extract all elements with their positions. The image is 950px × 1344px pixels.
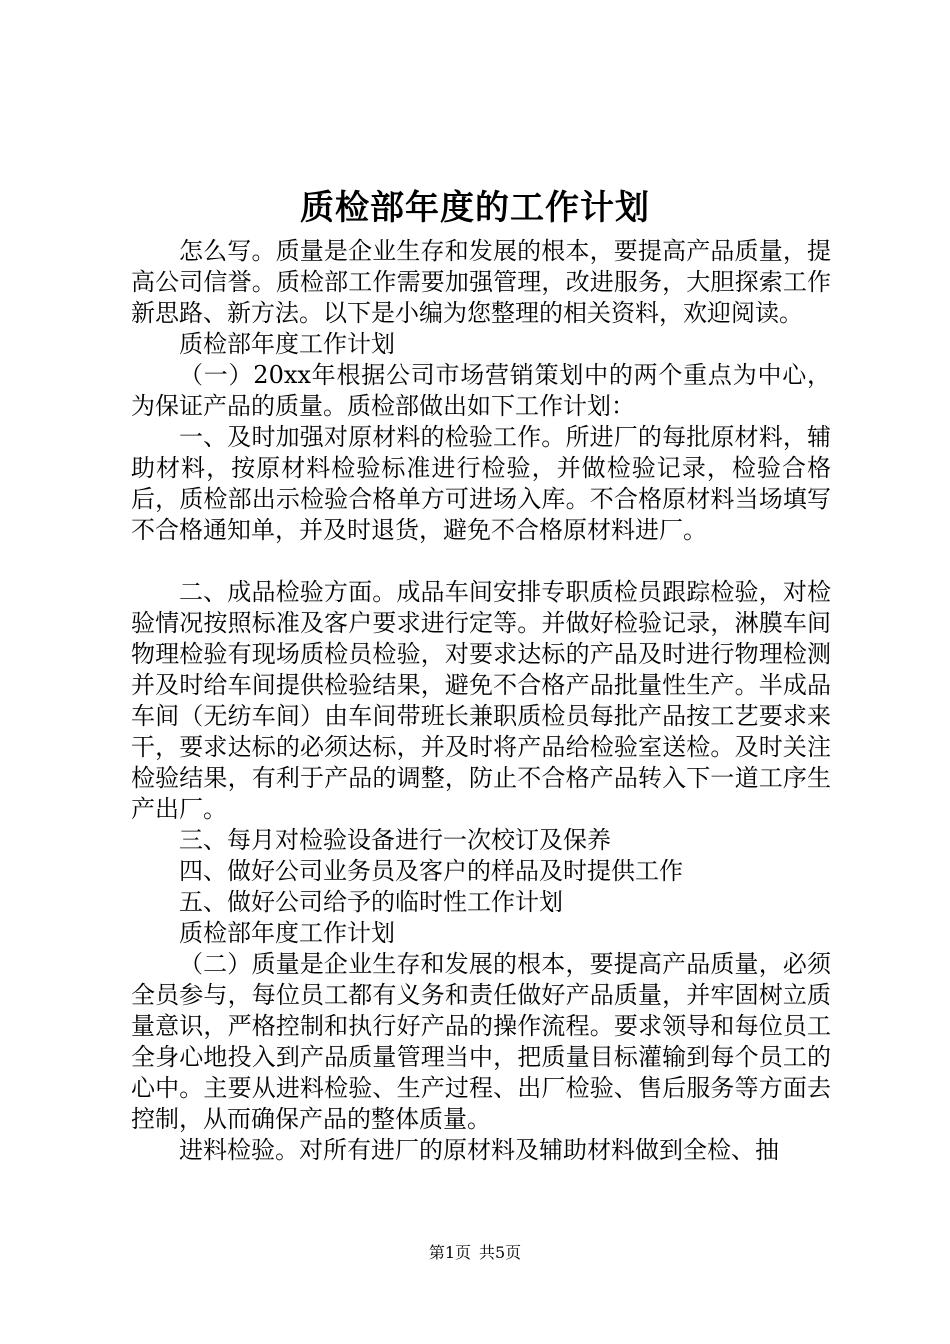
finished-product-paragraph: 二、成品检验方面。成品车间安排专职质检员跟踪检验，对检验情况按照标准及客户要求进行定等。并做好检验记录，淋膜车间物理检验有现场质检员检验，对要求达标的产品及时进行物理检测并及时给车间提供检验结果，避免不合格产品批量性生产。半成品车间（无纺车间）由车间带班长兼职质检员每批产品按工艺要求来干，要求达标的必须达标，并及时将产品给检验室送检。及时关注检验结果，有利于产品的调整，防止不合格产品转入下一道工序生产出厂。 [131,578,831,823]
page-count: 共5页 [479,1243,522,1262]
incoming-inspection-paragraph: 进料检验。对所有进厂的原材料及辅助材料做到全检、抽 [179,1136,779,1164]
document-title: 质检部年度的工作计划 [300,188,650,228]
document-body [131,236,831,1166]
intro-paragraph: 怎么写。质量是企业生存和发展的根本，要提高产品质量，提高公司信誉。质检部工作需要加强管理，改进服务，大胆探索工作新思路、新方法。以下是小编为您整理的相关资料，欢迎阅读。 [131,237,831,327]
section-heading: 质检部年度工作计划 [179,330,395,358]
raw-material-paragraph: 一、及时加强对原材料的检验工作。所进厂的每批原材料，辅助材料，按原材料检验标准进行检验，并做检验记录，检验合格后，质检部出示检验合格单方可进场入库。不合格原材料当场填写不合格通知单，并及时退货，避免不合格原材料进厂。 [131,423,831,544]
page-number: 第1页 [428,1243,471,1262]
list-item: 四、做好公司业务员及客户的样品及时提供工作 [179,857,683,885]
list-item: 五、做好公司给予的临时性工作计划 [179,888,563,916]
plan-one-intro-paragraph: （一）20xx年根据公司市场营销策划中的两个重点为中心，为保证产品的质量。质检部做出如下工作计划： [131,361,831,420]
list-item: 三、每月对检验设备进行一次校订及保养 [179,826,611,854]
page-footer [0,1242,950,1264]
section-heading: 质检部年度工作计划 [179,919,395,947]
plan-two-paragraph: （二）质量是企业生存和发展的根本，要提高产品质量，必须全员参与，每位员工都有义务和责任做好产品质量，并牢固树立质量意识，严格控制和执行好产品的操作流程。要求领导和每位员工全身心地投入到产品质量管理当中，把质量目标灌输到每个员工的心中。主要从进料检验、生产过程、出厂检验、售后服务等方面去控制，从而确保产品的整体质量。 [131,950,831,1133]
